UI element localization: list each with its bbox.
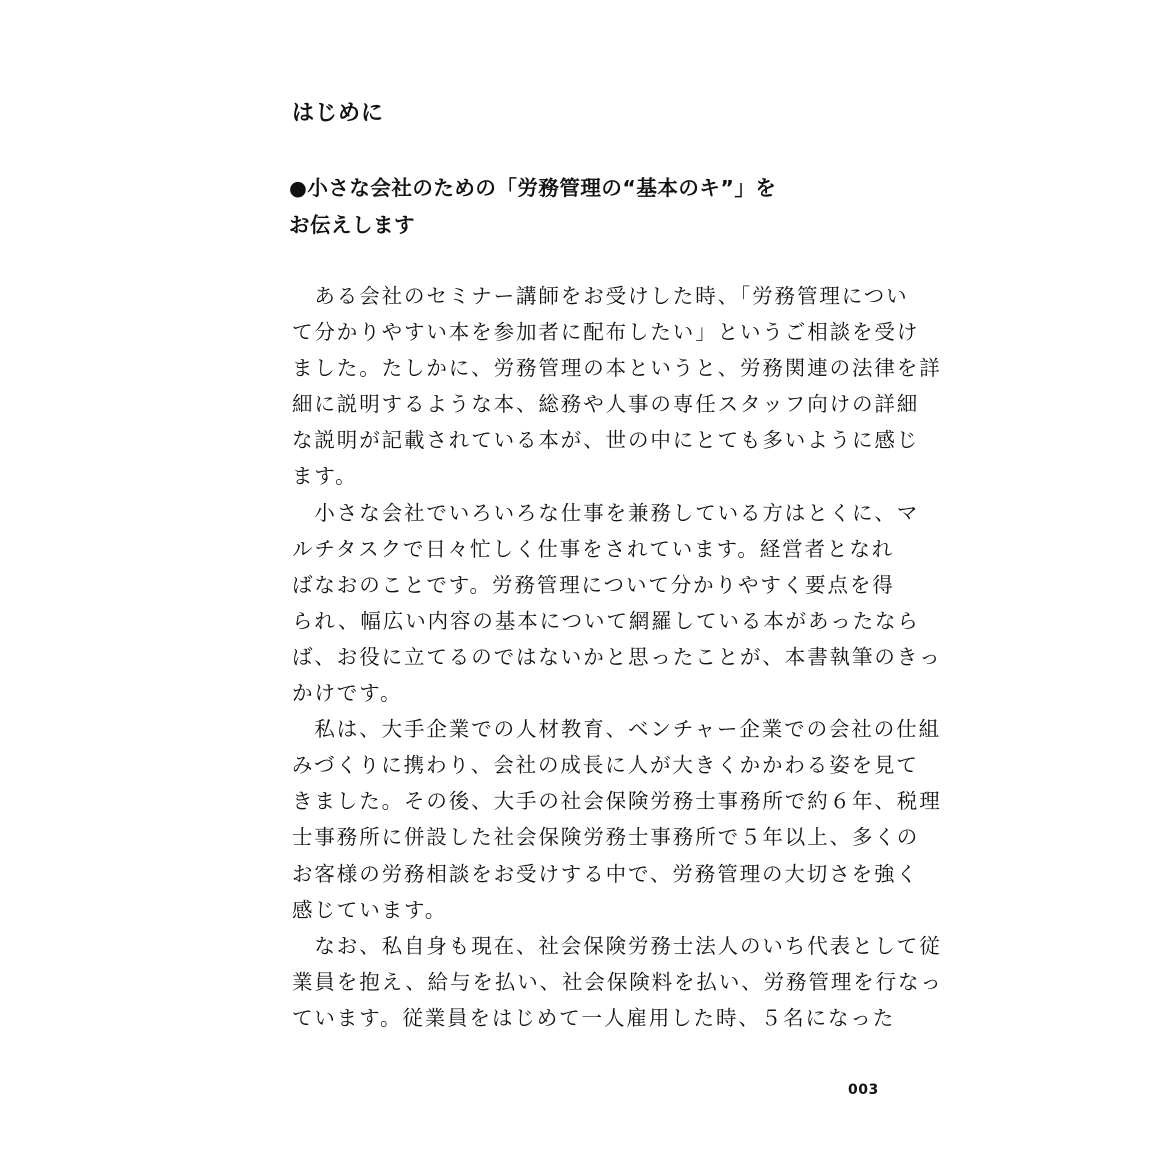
body-line: みづくりに携わり、会社の成長に人が大きくかかわる姿を見て bbox=[292, 753, 919, 778]
body-line: ルチタスクで日々忙しく仕事をされています。経営者となれ bbox=[292, 536, 895, 561]
body-line: きました。その後、大手の社会保険労務士事務所で約６年、税理 bbox=[292, 789, 942, 814]
body-line: 小さな会社でいろいろな仕事を兼務している方はとくに、マ bbox=[292, 500, 920, 525]
section-heading bbox=[289, 170, 776, 244]
body-line: ある会社のセミナー講師をお受けした時、「労務管理につい bbox=[292, 284, 909, 308]
body-line: ます。 bbox=[292, 464, 358, 489]
body-line: 細に説明するような本、総務や人事の専任スタッフ向けの詳細 bbox=[292, 392, 920, 417]
body-line: な説明が記載されている本が、世の中にとても多いように感じ bbox=[292, 428, 920, 453]
section-heading-line: ●小さな会社のための「労務管理の“基本のキ”」を bbox=[289, 176, 777, 200]
body-line: ば、お役に立てるのではないかと思ったことが、本書執筆のきっ bbox=[292, 644, 942, 669]
body-line: て分かりやすい本を参加者に配布したい」というご相談を受け bbox=[292, 320, 920, 345]
section-heading-line: お伝えします bbox=[289, 213, 415, 237]
body-line: 士事務所に併設した社会保険労務士事務所で５年以上、多くの bbox=[292, 825, 920, 850]
body-text bbox=[292, 278, 943, 1036]
body-line: 私は、大手企業での人材教育、ベンチャー企業での会社の仕組 bbox=[292, 717, 941, 742]
body-line: ています。従業員をはじめて一人雇用した時、５名になった bbox=[292, 1005, 896, 1030]
body-line: かけです。 bbox=[292, 681, 403, 706]
body-line: 感じています。 bbox=[292, 897, 448, 922]
body-line: ました。たしかに、労務管理の本というと、労務関連の法律を詳 bbox=[292, 356, 942, 381]
body-line: お客様の労務相談をお受けする中で、労務管理の大切さを強く bbox=[292, 861, 919, 886]
body-line: られ、幅広い内容の基本について網羅している本があったなら bbox=[292, 608, 920, 633]
page-number: 003 bbox=[848, 1082, 879, 1098]
body-line: ばなおのことです。労務管理について分かりやすく要点を得 bbox=[292, 572, 895, 597]
chapter-title: はじめに bbox=[292, 101, 385, 126]
body-line: なお、私自身も現在、社会保険労務士法人のいち代表として従 bbox=[292, 933, 942, 958]
body-line: 業員を抱え、給与を払い、社会保険料を払い、労務管理を行なっ bbox=[292, 969, 943, 994]
